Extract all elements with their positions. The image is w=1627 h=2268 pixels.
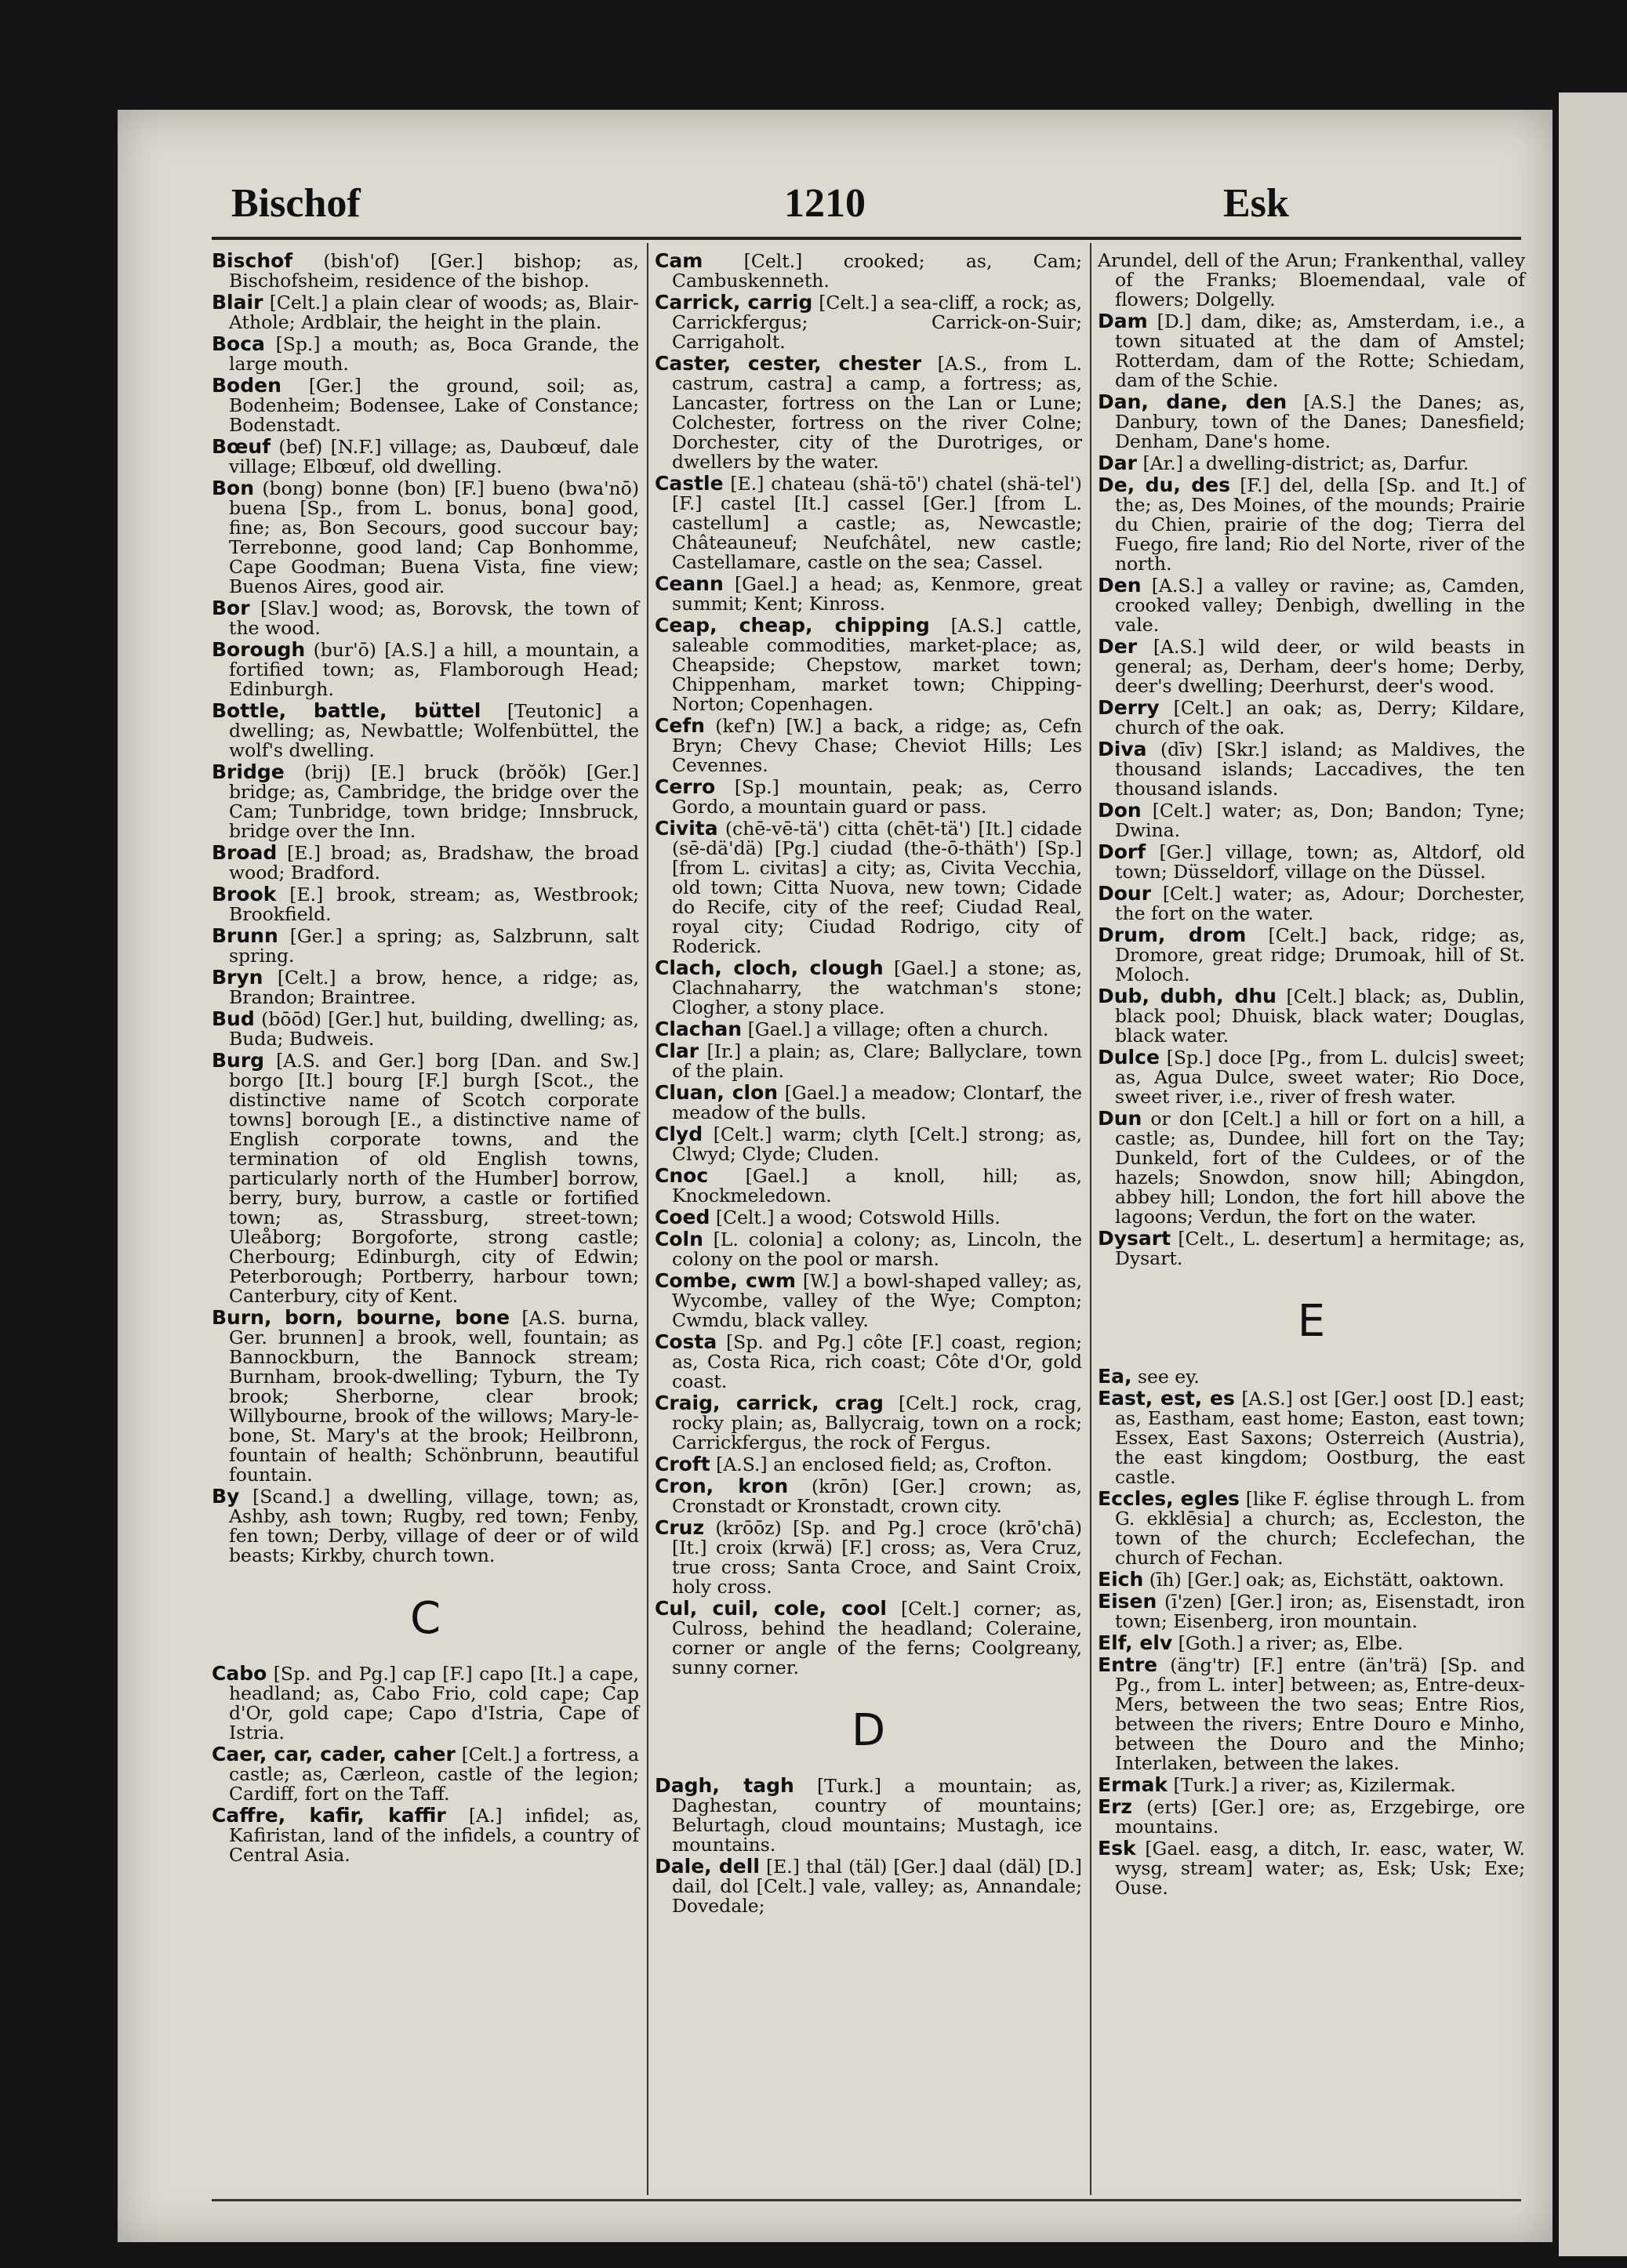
entry-definition: (bōōd) [Ger.] hut, building, dwelling; as, Buda; Budweis.: [229, 1008, 639, 1050]
entry-definition: [Gael.] a knoll, hill; as, Knockmeledown.: [672, 1165, 1082, 1207]
entry-definition: [A.S.] cattle, saleable commodities, market-place; as, Cheapside; Chepstow, market town; Chippenham, market town; Chipping-Norton; Copenhagen.: [672, 615, 1082, 715]
entry-definition: [Celt.] back, ridge; as, Dromore, great ridge; Drumoak, hill of St. Moloch.: [1115, 924, 1525, 985]
entry-definition: [Celt.] a sea-cliff, a rock; as, Carrickfergus; Carrick-on-Suir; Carrigaholt.: [672, 292, 1082, 353]
entry-definition: or don [Celt.] a hill or fort on a hill, a castle; as, Dundee, hill fort on the Tay; Dunkeld, fort of the Culdees, or of the hazels; Snowdon, snow hill; Abingdon, abbey hill; London, the fort hill above the lagoons; Verdun, the fort on the water.: [1115, 1108, 1525, 1228]
entry-headword: Cluan, clon: [655, 1081, 779, 1104]
entry-definition: [Celt.] a wood; Cotswold Hills.: [715, 1207, 1001, 1228]
column-3: [1098, 251, 1525, 1900]
entry-headword: Cruz: [655, 1516, 705, 1539]
dictionary-entry: [212, 334, 639, 374]
entry-headword: Esk: [1098, 1837, 1136, 1860]
entry-headword: Boden: [212, 374, 281, 397]
entry-headword: Brook: [212, 883, 277, 905]
dictionary-entry: [655, 1454, 1082, 1475]
dictionary-entry: [655, 1856, 1082, 1916]
entry-headword: Cron, kron: [655, 1475, 789, 1497]
dictionary-entry: [1098, 842, 1525, 882]
entry-headword: Bud: [212, 1007, 255, 1030]
entry-definition: [Sp.] a mouth; as, Boca Grande, the large mouth.: [229, 333, 639, 375]
dictionary-entry: [1098, 1228, 1525, 1268]
entry-headword: Don: [1098, 799, 1142, 822]
entry-headword: Caer, car, cader, caher: [212, 1743, 456, 1765]
entry-definition: (bur'ō) [A.S.] a hill, a mountain, a fortified town; as, Flamborough Head; Edinburgh.: [229, 639, 639, 700]
entry-headword: Ermak: [1098, 1773, 1168, 1796]
entry-definition: [Ir.] a plain; as, Clare; Ballyclare, town of the plain.: [672, 1040, 1082, 1082]
dictionary-entry: [1098, 475, 1525, 574]
dictionary-entry: [212, 1009, 639, 1049]
dictionary-entry: [1098, 800, 1525, 840]
entry-headword: Cnoc: [655, 1164, 709, 1187]
entry-definition: (bef) [N.F.] village; as, Daubœuf, dale village; Elbœuf, old dwelling.: [229, 436, 639, 477]
dictionary-entry: [212, 967, 639, 1007]
dictionary-entry: [212, 1308, 639, 1485]
column-1: [212, 251, 639, 1867]
entry-headword: Carrick, carrig: [655, 291, 813, 314]
page-number: 1210: [784, 181, 866, 226]
entry-headword: Coln: [655, 1228, 703, 1250]
dictionary-entry: [655, 354, 1082, 472]
dictionary-entry: [212, 478, 639, 597]
dictionary-entry: [655, 292, 1082, 352]
entry-headword: Bottle, battle, büttel: [212, 699, 481, 722]
entry-headword: Caster, cester, chester: [655, 352, 922, 375]
entry-definition: [E.] thal (täl) [Ger.] daal (däl) [D.] dail, dol [Celt.] vale, valley; as, Annandale; Dovedale;: [672, 1856, 1082, 1917]
entry-headword: Dour: [1098, 882, 1152, 905]
entry-headword: Eich: [1098, 1568, 1144, 1591]
section-letter: E: [1297, 1296, 1326, 1347]
entry-headword: Blair: [212, 291, 263, 314]
entry-headword: Clach, cloch, clough: [655, 956, 884, 979]
entry-headword: Civita: [655, 817, 718, 840]
entry-definition: (bish'of) [Ger.] bishop; as, Bischofsheim, residence of the bishop.: [229, 250, 639, 292]
dictionary-entry: [1098, 1591, 1525, 1631]
dictionary-entry: [1098, 1489, 1525, 1568]
dictionary-entry: [1098, 1838, 1525, 1898]
dictionary-entry: [1098, 986, 1525, 1046]
entry-definition: [F.] del, della [Sp. and It.] of the; as, Des Moines, of the mounds; Prairie du Chien, prairie of the dog; Tierra del Fuego, fire land; Rio del Norte, river of the north.: [1115, 474, 1525, 575]
entry-headword: Bridge: [212, 760, 285, 783]
entry-definition: [Gael.] a meadow; Clontarf, the meadow of the bulls.: [672, 1082, 1082, 1123]
entry-definition: [W.] a bowl-shaped valley; as, Wycombe, valley of the Wye; Compton; Cwmdu, black valley.: [672, 1270, 1082, 1331]
entry-headword: Derry: [1098, 696, 1160, 719]
entry-definition: Arundel, dell of the Arun; Frankenthal, valley of the Franks; Bloemendaal, vale of flowers; Dolgelly.: [1098, 249, 1525, 310]
entry-definition: [Celt.] crooked; as, Cam; Cambuskenneth.: [672, 250, 1082, 292]
entry-definition: (īh) [Ger.] oak; as, Eichstätt, oaktown.: [1149, 1569, 1505, 1591]
entry-headword: Castle: [655, 472, 724, 495]
entry-headword: Elf, elv: [1098, 1631, 1173, 1654]
dictionary-entry: [655, 1083, 1082, 1123]
dictionary-entry: [1098, 392, 1525, 452]
entry-headword: Ea,: [1098, 1365, 1132, 1388]
entry-definition: [E.] brook, stream; as, Westbrook; Brookfield.: [229, 884, 639, 925]
entry-definition: [A.S.] wild deer, or wild beasts in general; as, Derham, deer's home; Derby, deer's dwelling; Deerhurst, deer's wood.: [1115, 636, 1525, 697]
entry-headword: Burn, born, bourne, bone: [212, 1306, 510, 1329]
entry-headword: East, est, es: [1098, 1387, 1235, 1410]
dictionary-entry: [212, 437, 639, 477]
dictionary-entry: [655, 615, 1082, 714]
entry-definition: [A.S.] the Danes; as, Danbury, town of the Danes; Danesfield; Denham, Dane's home.: [1115, 391, 1525, 452]
entry-headword: Dan, dane, den: [1098, 390, 1287, 413]
entry-headword: Boca: [212, 332, 265, 355]
dictionary-entry: [1098, 1109, 1525, 1227]
entry-headword: Dorf: [1098, 840, 1146, 863]
entry-headword: By: [212, 1485, 240, 1508]
adjacent-page-edge: [1559, 93, 1627, 2256]
dictionary-entry: [655, 777, 1082, 817]
dictionary-entry: [1098, 884, 1525, 924]
entry-headword: Diva: [1098, 738, 1147, 760]
entry-definition: [Teutonic] a dwelling; as, Newbattle; Wolfenbüttel, the wolf's dwelling.: [229, 700, 639, 761]
entry-headword: Cerro: [655, 775, 716, 798]
entry-definition: [A.S.] an enclosed field; as, Crofton.: [716, 1453, 1052, 1475]
dictionary-entry: [655, 1229, 1082, 1269]
entry-definition: [Celt.] water; as, Don; Bandon; Tyne; Dwina.: [1115, 800, 1525, 841]
entry-headword: Dysart: [1098, 1227, 1171, 1250]
dictionary-entry: [655, 251, 1082, 291]
entry-definition: (äng'tr) [F.] entre (än'trä) [Sp. and Pg., from L. inter] between; as, Entre-deux-Mers, between the two seas; Entre Rios, between the rivers; Entre Douro e Minho, between the Douro and the Minho; Interlaken, between the lakes.: [1115, 1654, 1525, 1774]
entry-headword: Brunn: [212, 924, 278, 947]
dictionary-entry: [212, 1744, 639, 1804]
dictionary-entry: [212, 926, 639, 966]
dictionary-entry: [655, 1124, 1082, 1164]
entry-headword: Bischof: [212, 249, 293, 272]
dictionary-entry: [655, 1041, 1082, 1081]
header-left-guide-word: Bischof: [231, 181, 361, 226]
dictionary-entry: [212, 1051, 639, 1306]
entry-definition: [Celt.] black; as, Dublin, black pool; Dhuisk, black water; Douglas, black water.: [1115, 985, 1525, 1047]
dictionary-entry: [1098, 925, 1525, 985]
header-right-guide-word: Esk: [1223, 181, 1289, 226]
dictionary-entry: [1098, 1366, 1525, 1387]
entry-headword: Cul, cuil, cole, cool: [655, 1597, 887, 1620]
entry-definition: [Gael.] a head; as, Kenmore, great summit; Kent; Kinross.: [672, 573, 1082, 615]
entry-headword: Dub, dubh, dhu: [1098, 985, 1277, 1007]
dictionary-entry: [212, 1664, 639, 1743]
dictionary-entry: [1098, 1388, 1525, 1487]
entry-definition: [E.] broad; as, Bradshaw, the broad wood; Bradford.: [229, 842, 639, 884]
entry-definition: [Sp. and Pg.] côte [F.] coast, region; as, Costa Rica, rich coast; Côte d'Or, gold coast.: [672, 1331, 1082, 1392]
entry-headword: Burg: [212, 1049, 265, 1072]
entry-headword: Entre: [1098, 1653, 1158, 1676]
entry-headword: Clyd: [655, 1123, 703, 1145]
entry-definition: [Celt.] warm; clyth [Celt.] strong; as, Clwyd; Clyde; Cluden.: [672, 1123, 1082, 1165]
entry-headword: Coed: [655, 1206, 710, 1228]
entry-headword: De, du, des: [1098, 474, 1230, 496]
entry-definition: [A.] infidel; as, Kafiristan, land of the infidels, a country of Central Asia.: [229, 1805, 639, 1866]
dictionary-entry: [1098, 1775, 1525, 1795]
entry-definition: [Celt.] an oak; as, Derry; Kildare, church of the oak.: [1115, 697, 1525, 738]
entry-headword: Ceap, cheap, chipping: [655, 614, 930, 637]
page-header: [118, 172, 1553, 235]
entry-definition: [Sp.] doce [Pg., from L. dulcis] sweet; as, Agua Dulce, sweet water; Rio Doce, sweet river, i.e., river of fresh water.: [1115, 1047, 1525, 1108]
entry-definition: [L. colonia] a colony; as, Lincoln, the colony on the pool or marsh.: [672, 1228, 1082, 1270]
dictionary-entry: [1098, 311, 1525, 390]
dictionary-entry: [655, 1271, 1082, 1330]
dictionary-entry: [655, 1019, 1082, 1040]
entry-definition: (kef'n) [W.] a back, a ridge; as, Cefn Bryn; Chevy Chase; Cheviot Hills; Les Cevennes.: [672, 715, 1082, 776]
entry-definition: (krōōz) [Sp. and Pg.] croce (krō'chā) [It.] croix (krwä) [F.] cross; as, Vera Cruz, true cross; Santa Croce, and Saint Croix, holy cross.: [672, 1517, 1082, 1598]
entry-definition: (dīv) [Skr.] island; as Maldives, the thousand islands; Laccadives, the ten thousand islands.: [1115, 738, 1525, 800]
entry-definition: [A.S. burna, Ger. brunnen] a brook, well, fountain; as Bannockburn, the Bannock stream; Burnham, brook-dwelling; Tyburn, the Ty brook; Sherborne, clear brook; Willybourne, brook of the willows; Mary-le-bone, St. Mary's at the brook; Heilbronn, fountain of health; Schönbrunn, beautiful fountain.: [229, 1307, 639, 1486]
entry-headword: Dulce: [1098, 1046, 1160, 1069]
dictionary-entry: [1098, 1797, 1525, 1837]
entry-definition: [Celt.] water; as, Adour; Dorchester, the fort on the water.: [1115, 883, 1525, 924]
entry-definition: [Gael.] a village; often a church.: [747, 1018, 1049, 1040]
entry-headword: Den: [1098, 574, 1142, 597]
header-rule: [212, 237, 1521, 240]
entry-headword: Craig, carrick, crag: [655, 1392, 884, 1414]
dictionary-entry: [655, 1518, 1082, 1597]
entry-definition: [Celt.] a brow, hence, a ridge; as, Brandon; Braintree.: [229, 967, 639, 1008]
dictionary-entry: [655, 716, 1082, 775]
entry-definition: [E.] chateau (shä-tō') chatel (shä-tel') [F.] castel [It.] cassel [Ger.] [from L. castellum] a castle; as, Newcastle; Châteauneuf; Neufchâtel, new castle; Castellamare, castle on the sea; Cassel.: [672, 473, 1082, 573]
entry-headword: Cefn: [655, 714, 705, 737]
dictionary-entry: [1098, 1047, 1525, 1107]
entry-headword: Bor: [212, 597, 250, 619]
dictionary-entry: [655, 958, 1082, 1018]
entry-definition: [Ar.] a dwelling-district; as, Darfur.: [1142, 452, 1469, 474]
entry-headword: Bon: [212, 477, 255, 499]
dictionary-entry: [1098, 1569, 1525, 1590]
section-letter: C: [409, 1593, 441, 1644]
dictionary-entry: [212, 843, 639, 883]
entry-headword: Dagh, tagh: [655, 1774, 794, 1797]
entry-headword: Bryn: [212, 966, 263, 989]
dictionary-entry: [1098, 739, 1525, 799]
entry-definition: [Turk.] a river; as, Kizilermak.: [1173, 1774, 1456, 1796]
entry-definition: [Celt.] a plain clear of woods; as, Blair-Athole; Ardblair, the height in the plain.: [229, 292, 639, 333]
entry-definition: (krōn) [Ger.] crown; as, Cronstadt or Kronstadt, crown city.: [672, 1475, 1082, 1517]
dictionary-entry: [212, 251, 639, 291]
dictionary-entry: [212, 1486, 639, 1566]
entry-headword: Erz: [1098, 1795, 1132, 1818]
column-divider: [1090, 243, 1091, 2195]
entry-headword: Dale, dell: [655, 1855, 760, 1878]
entry-headword: Drum, drom: [1098, 924, 1247, 946]
entry-headword: Cabo: [212, 1662, 267, 1685]
entry-definition: [Scand.] a dwelling, village, town; as, Ashby, ash town; Rugby, red town; Fenby, fen town; Derby, village of deer or of wild beasts; Kirkby, church town.: [229, 1486, 639, 1566]
entry-definition: [D.] dam, dike; as, Amsterdam, i.e., a town situated at the dam of Amstel; Rotterdam, dam of the Rotte; Schiedam, dam of the Schie.: [1115, 310, 1525, 391]
entry-definition: [like F. église through L. from G. ekklēsia] a church; as, Eccleston, the town of the church; Ecclefechan, the church of Fechan.: [1115, 1488, 1525, 1569]
dictionary-entry: [1098, 698, 1525, 738]
dictionary-entry: [1098, 251, 1525, 310]
dictionary-entry: [212, 1805, 639, 1865]
entry-definition: [A.S.] a valley or ravine; as, Camden, crooked valley; Denbigh, dwelling in the vale.: [1115, 575, 1525, 636]
entry-definition: [Celt.] a fortress, a castle; as, Cærleon, castle of the legion; Cardiff, fort on the Taff.: [229, 1744, 639, 1805]
entry-definition: [A.S.] ost [Ger.] oost [D.] east; as, Eastham, east home; Easton, east town; Essex, East Saxons; Osterreich (Austria), the east kingdom; Oostburg, the east castle.: [1115, 1388, 1525, 1488]
entry-headword: Eisen: [1098, 1590, 1157, 1613]
dictionary-page: [118, 110, 1553, 2242]
dictionary-entry: [655, 1598, 1082, 1678]
entry-headword: Dun: [1098, 1107, 1142, 1130]
entry-definition: [Sp.] mountain, peak; as, Cerro Gordo, a mountain guard or pass.: [672, 776, 1082, 818]
entry-headword: Borough: [212, 638, 306, 661]
footer-rule: [212, 2199, 1521, 2201]
entry-definition: [Celt., L. desertum] a hermitage; as, Dysart.: [1115, 1228, 1525, 1269]
dictionary-entry: [212, 762, 639, 841]
entry-definition: (erts) [Ger.] ore; as, Erzgebirge, ore mountains.: [1115, 1796, 1525, 1838]
entry-definition: [Celt.] corner; as, Culross, behind the headland; Coleraine, corner or angle of the ferns; Coolgreany, sunny corner.: [672, 1598, 1082, 1678]
dictionary-entry: [655, 474, 1082, 572]
dictionary-entry: [212, 598, 639, 638]
entry-headword: Bœuf: [212, 435, 271, 458]
entry-headword: Ceann: [655, 572, 724, 595]
dictionary-entry: [655, 1332, 1082, 1392]
entry-headword: Cam: [655, 249, 703, 272]
entry-definition: (ī'zen) [Ger.] iron; as, Eisenstadt, iron town; Eisenberg, iron mountain.: [1115, 1591, 1525, 1632]
entry-headword: Dar: [1098, 452, 1137, 474]
entry-definition: (chē-vē-tä') citta (chēt-tä') [It.] cidade (sē-dä'dä) [Pg.] ciudad (the-ō-thäth') [Sp.] [from L. civitas] a city; as, Civita Vecchia, old town; Citta Nuova, new town; Cidade do Recife, city of the reef; Ciudad Real, royal city; Ciudad Rodrigo, city of Roderick.: [672, 818, 1082, 957]
dictionary-entry: [1098, 1633, 1525, 1653]
dictionary-entry: [1098, 453, 1525, 474]
entry-definition: [A.S. and Ger.] borg [Dan. and Sw.] borgo [It.] bourg [F.] burgh [Scot., the distinctive name of Scotch corporate towns] borough [E., a distinctive name of English corporate towns, and the termination of old English towns, particularly north of the Humber] borrow, berry, bury, burrow, a castle or fortified town; as, Strassburg, street-town; Uleåborg; Borgoforte, strong castle; Cherbourg; Edinburgh, city of Edwin; Peterborough; Portberry, harbour town; Canterbury, city of Kent.: [229, 1050, 639, 1307]
entry-definition: [Turk.] a mountain; as, Daghestan, country of mountains; Belurtagh, cloud mountains; Mustagh, ice mountains.: [672, 1775, 1082, 1856]
section-letter: D: [851, 1705, 886, 1756]
dictionary-entry: [655, 1166, 1082, 1206]
dictionary-entry: [655, 1207, 1082, 1228]
entry-headword: Costa: [655, 1330, 717, 1353]
entry-definition: [Gael. easg, a ditch, Ir. easc, water, W. wysg, stream] water; as, Esk; Usk; Exe; Ouse.: [1115, 1838, 1525, 1899]
dictionary-entry: [212, 640, 639, 699]
entry-definition: see ey.: [1137, 1366, 1200, 1388]
entry-definition: (bong) bonne (bon) [F.] bueno (bwa'nō) buena [Sp., from L. bonus, bona] good, fine; as, Bon Secours, good succour bay; Terrebonne, good land; Cap Bonhomme, Cape Goodman; Buena Vista, fine view; Buenos Aires, good air.: [229, 477, 639, 597]
entry-headword: Eccles, egles: [1098, 1487, 1240, 1510]
entry-definition: [Sp. and Pg.] cap [F.] capo [It.] a cape, headland; as, Cabo Frio, cold cape; Cap d'Or, gold cape; Capo d'Istria, Cape of Istria.: [229, 1663, 639, 1744]
entry-headword: Der: [1098, 635, 1138, 658]
dictionary-entry: [655, 574, 1082, 614]
dictionary-entry: [655, 818, 1082, 956]
dictionary-entry: [212, 292, 639, 332]
column-2: [655, 251, 1082, 1918]
entry-definition: [Celt.] rock, crag, rocky plain; as, Ballycraig, town on a rock; Carrickfergus, the rock of Fergus.: [672, 1392, 1082, 1453]
dictionary-entry: [1098, 637, 1525, 696]
entry-definition: (brij) [E.] bruck (brŏŏk) [Ger.] bridge; as, Cambridge, the bridge over the Cam; Tunbridge, town bridge; Innsbruck, bridge over the Inn.: [229, 761, 639, 842]
entry-headword: Clar: [655, 1040, 699, 1062]
entry-definition: [Gael.] a stone; as, Clachnaharry, the watchman's stone; Clogher, a stony place.: [672, 957, 1082, 1018]
entry-definition: [Ger.] village, town; as, Altdorf, old town; Düsseldorf, village on the Düssel.: [1115, 841, 1525, 883]
entry-definition: [Slav.] wood; as, Borovsk, the town of the wood.: [229, 597, 639, 639]
entry-definition: [Ger.] a spring; as, Salzbrunn, salt spring.: [229, 925, 639, 967]
dictionary-entry: [1098, 575, 1525, 635]
entry-headword: Broad: [212, 841, 278, 864]
dictionary-entry: [212, 701, 639, 760]
entry-definition: [Goth.] a river; as, Elbe.: [1178, 1632, 1404, 1654]
dictionary-entry: [1098, 1655, 1525, 1773]
entry-headword: Croft: [655, 1453, 710, 1475]
entry-headword: Combe, cwm: [655, 1269, 796, 1292]
dictionary-entry: [655, 1393, 1082, 1453]
dictionary-entry: [655, 1476, 1082, 1516]
entry-definition: [A.S., from L. castrum, castra] a camp, a fortress; as, Lancaster, fortress on the Lan or Lune; Colchester, fortress on the river Colne; Dorchester, city of the Durotriges, or dwellers by the water.: [672, 353, 1082, 473]
entry-definition: [Ger.] the ground, soil; as, Bodenheim; Bodensee, Lake of Constance; Bodenstadt.: [229, 375, 639, 436]
dictionary-entry: [655, 1776, 1082, 1855]
entry-headword: Dam: [1098, 310, 1148, 332]
entry-headword: Caffre, kafir, kaffir: [212, 1804, 446, 1827]
dictionary-entry: [212, 376, 639, 435]
column-divider: [647, 243, 648, 2195]
entry-headword: Clachan: [655, 1018, 743, 1040]
dictionary-entry: [212, 884, 639, 924]
